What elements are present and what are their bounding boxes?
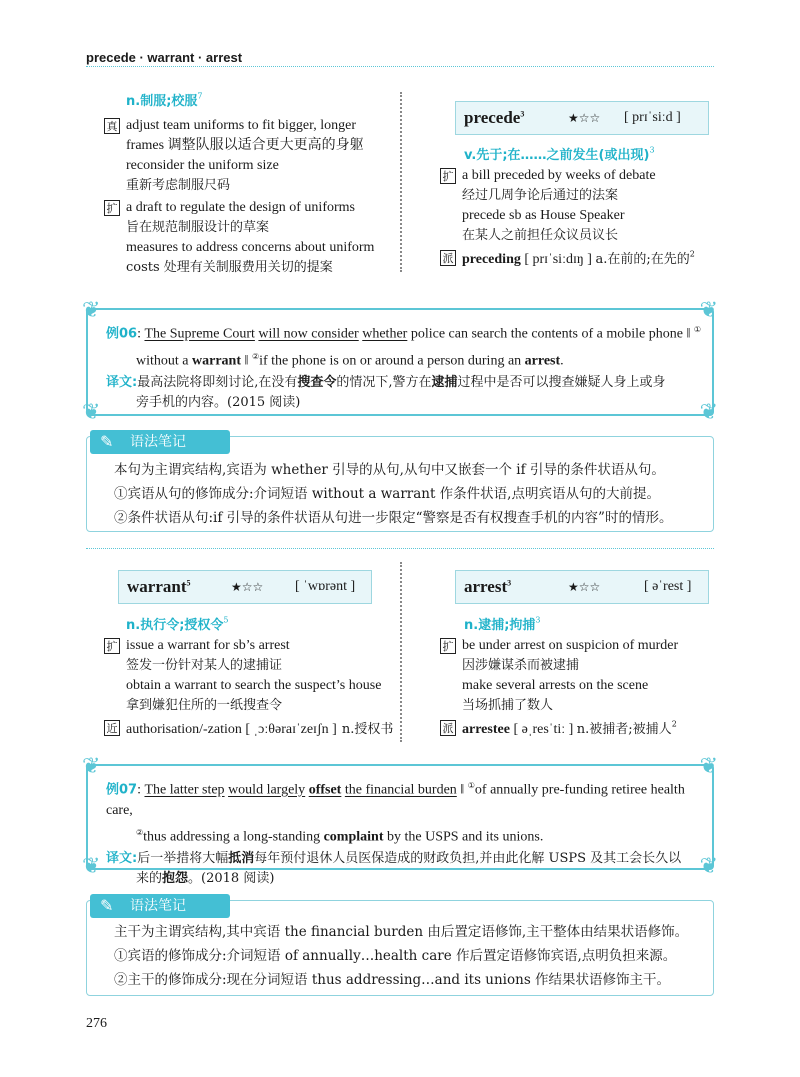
- warrant-examples: 扩 issue a warrant for sb’s arrest 签发一份针对某人的逮捕证 obtain a warrant to search the suspect’s house 拿到嫌犯住所的一纸搜查令 近 authorisation/-zation [ ˌɔːθəraɪˈzeɪʃn ] n.授权书: [104, 636, 404, 740]
- column-divider: [400, 92, 412, 272]
- warrant-stars: ★☆☆: [231, 580, 264, 594]
- corner-ornament-icon: ❦: [82, 298, 101, 323]
- tag-kuo: 扩: [104, 638, 120, 654]
- tag-jin: 近: [104, 720, 120, 736]
- running-header: precede · warrant · arrest: [86, 50, 243, 65]
- corner-ornament-icon: ❦: [699, 400, 718, 425]
- example-label: 例07: [106, 782, 138, 798]
- corner-ornament-icon: ❦: [82, 754, 101, 779]
- grammar-note-title: ✎ 语法笔记: [90, 430, 230, 454]
- tag-pai: 派: [440, 250, 456, 266]
- uniform-examples: 真 adjust team uniforms to fit bigger, longer frames 调整队服以适合更大更高的身躯 reconsider the uniform size 重新考虑制服尺码 扩 a draft to regulate the design of uniforms 旨在规范制服设计的草案 measures to address concerns about uniform costs 处理有关制服费用关切的提案: [104, 116, 404, 278]
- example-label: 例06: [106, 326, 138, 342]
- warrant-pos: n.执行令;授权令$^5$: [126, 615, 229, 633]
- tag-kuo: 扩: [440, 168, 456, 184]
- warrant-phonetic: [ ˈwɒrənt ]: [295, 579, 356, 594]
- pen-icon: ✎: [100, 432, 114, 451]
- corner-ornament-icon: ❦: [699, 754, 718, 779]
- corner-ornament-icon: ❦: [699, 298, 718, 323]
- precede-examples: 扩 a bill preceded by weeks of debate 经过几周争论后通过的法案 precede sb as House Speaker 在某人之前担任众议员议长 派 preceding [ prɪˈsiːdɪŋ ] a.在前的;在先的$^2$: [440, 166, 730, 270]
- tag-zhen: 真: [104, 118, 120, 134]
- section-separator: [86, 548, 714, 549]
- translation-label: 译文:: [106, 851, 138, 867]
- arrest-pos: n.逮捕;拘捕$^3$: [464, 615, 541, 633]
- pen-icon: ✎: [100, 896, 114, 915]
- tag-kuo: 扩: [440, 638, 456, 654]
- precede-headword-box: [455, 101, 709, 135]
- page-number: 276: [86, 1016, 107, 1031]
- arrest-phonetic: [ əˈrest ]: [644, 579, 692, 594]
- corner-ornament-icon: ❦: [82, 854, 101, 879]
- precede-pos: v.先于;在……之前发生(或出现)$^3$: [464, 145, 655, 163]
- column-divider: [400, 562, 412, 742]
- grammar-note-2-text: 主干为主谓宾结构,其中宾语 the financial burden 由后置定语修饰,主干整体由结果状语修饰。 ①宾语的修饰成分:介词短语 of annually…health care 作后置定语修饰宾语,点明负担来源。 ②主干的修饰成分:现在分词短语 thus addressing…and its unions 作结果状语修饰主干。: [114, 924, 689, 988]
- warrant-word: warrant$^5$: [127, 577, 191, 596]
- grammar-note-title: ✎ 语法笔记: [90, 894, 230, 918]
- arrest-headword-box: [455, 570, 709, 604]
- precede-phonetic: [ prɪˈsiːd ]: [624, 110, 681, 125]
- arrest-examples: 扩 be under arrest on suspicion of murder 因涉嫌谋杀而被逮捕 make several arrests on the scene 当场抓捕了数人 派 arrestee [ əˌresˈtiː ] n.被捕者;被捕人$^2$: [440, 636, 730, 740]
- arrest-word: arrest$^3$: [464, 577, 512, 596]
- arrest-stars: ★☆☆: [568, 580, 601, 594]
- uniform-pos: n.制服;校服$^7$: [126, 91, 203, 109]
- precede-word: precede$^3$: [464, 108, 525, 127]
- translation-label: 译文:: [106, 375, 138, 391]
- grammar-note-1-text: 本句为主谓宾结构,宾语为 whether 引导的从句,从句中又嵌套一个 if 引导的条件状语从句。 ①宾语从句的修饰成分:介词短语 without a warrant 作条件状语,点明宾语从句的大前提。 ②条件状语从句:if 引导的条件状语从句进一步限定“警察是否有权搜查手机的内容”时的情形。: [114, 462, 673, 526]
- corner-ornament-icon: ❦: [82, 400, 101, 425]
- tag-pai: 派: [440, 720, 456, 736]
- header-rule: [86, 66, 714, 67]
- precede-stars: ★☆☆: [568, 111, 601, 125]
- corner-ornament-icon: ❦: [699, 854, 718, 879]
- tag-kuo: 扩: [104, 200, 120, 216]
- warrant-headword-box: [118, 570, 372, 604]
- example-07: 例07: The latter step would largely offset the financial burden ‖ ①of annually pre-funding retiree health care, ②thus addressing a long-standing complaint by the USPS and its unions. 译文:后一举措将大幅抵消每年预付退休人员医保造成的财政负担,并由此化解 USPS 及其工会长久以 来的抱怨。(2018 阅读): [106, 781, 685, 887]
- example-06: 例06: The Supreme Court will now consider whether police can search the contents of a mobile phone ‖ ① without a warrant ‖ ②if the phone is on or around a person during an arrest. 译文:最高法院将即刻讨论,在没有搜查令的情况下,警方在逮捕过程中是否可以搜查嫌疑人身上或身 旁手机的内容。(2015 阅读): [106, 325, 702, 411]
